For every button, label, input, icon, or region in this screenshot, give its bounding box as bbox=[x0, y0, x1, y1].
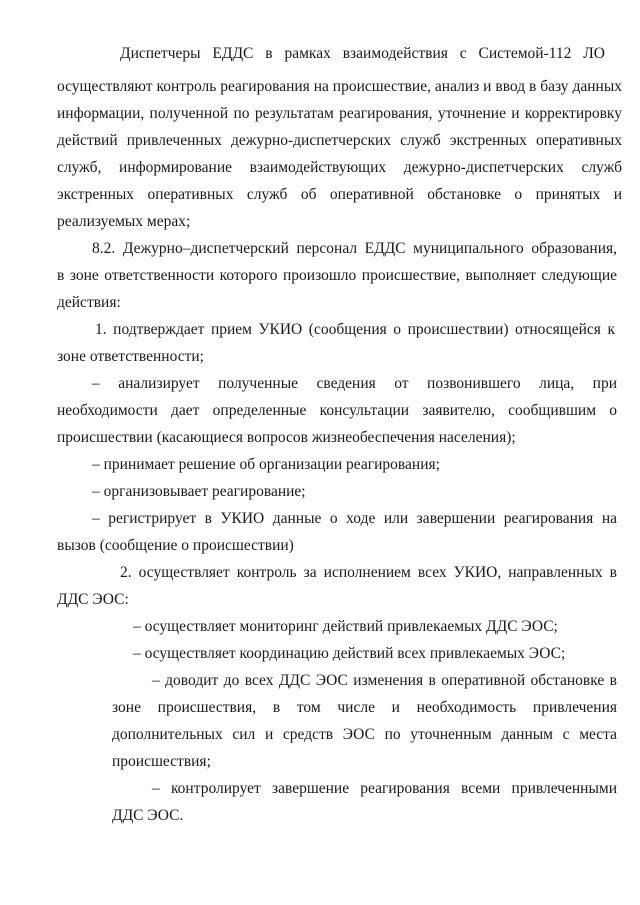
text-line: зоне ответственности; bbox=[57, 348, 204, 365]
text-line: – принимает решение об организации реагирования; bbox=[92, 456, 440, 473]
text-line: – регистрирует в УКИО данные о ходе или завершении реагирования на bbox=[92, 510, 617, 527]
text-line: информации, полученной по результатам реагирования, уточнение и корректировку bbox=[57, 105, 622, 122]
text-line: необходимости дает определенные консультации заявителю, сообщившим о bbox=[57, 402, 617, 419]
text-line: происшествии (касающиеся вопросов жизнеобеспечения населения); bbox=[57, 429, 516, 446]
text-line: 1. подтверждает прием УКИО (сообщения о происшествии) относящейся к bbox=[95, 321, 615, 338]
text-line: – контролирует завершение реагирования всеми привлеченными bbox=[152, 780, 617, 797]
text-line: в зоне ответственности которого произошло происшествие, выполняет следующие bbox=[57, 267, 617, 284]
text-line: служб, информирование взаимодействующих дежурно-диспетчерских служб bbox=[57, 159, 622, 176]
text-line: – анализирует полученные сведения от позвонившего лица, при bbox=[92, 375, 617, 392]
text-line: – доводит до всех ДДС ЭОС изменения в оперативной обстановке в bbox=[152, 672, 617, 689]
text-line: вызов (сообщение о происшествии) bbox=[57, 537, 294, 554]
text-line: ДДС ЭОС: bbox=[57, 591, 129, 608]
text-line: осуществляют контроль реагирования на происшествие, анализ и ввод в базу данных bbox=[57, 78, 622, 95]
text-line: ДДС ЭОС. bbox=[112, 807, 184, 824]
text-line: Диспетчеры ЕДДС в рамках взаимодействия с Системой-112 ЛО bbox=[120, 45, 605, 62]
text-line: происшествия; bbox=[112, 753, 211, 770]
text-line: дополнительных сил и средств ЭОС по уточненным данным с места bbox=[112, 726, 617, 743]
text-line: реализуемых мерах; bbox=[57, 213, 191, 230]
text-line: 2. осуществляет контроль за исполнением всех УКИО, направленных в bbox=[120, 564, 617, 581]
text-line: 8.2. Дежурно–диспетчерский персонал ЕДДС муниципального образования, bbox=[92, 240, 617, 257]
text-line: экстренных оперативных служб об оперативной обстановке о принятых и bbox=[57, 186, 622, 203]
text-line: – осуществляет координацию действий всех привлекаемых ЭОС; bbox=[133, 645, 566, 662]
text-line: – организовывает реагирование; bbox=[92, 483, 306, 500]
text-line: действия: bbox=[57, 294, 121, 311]
text-line: действий привлеченных дежурно-диспетчерских служб экстренных оперативных bbox=[57, 132, 622, 149]
text-line: – осуществляет мониторинг действий привлекаемых ДДС ЭОС; bbox=[133, 618, 558, 635]
text-line: зоне происшествия, в том числе и необходимость привлечения bbox=[112, 699, 617, 716]
